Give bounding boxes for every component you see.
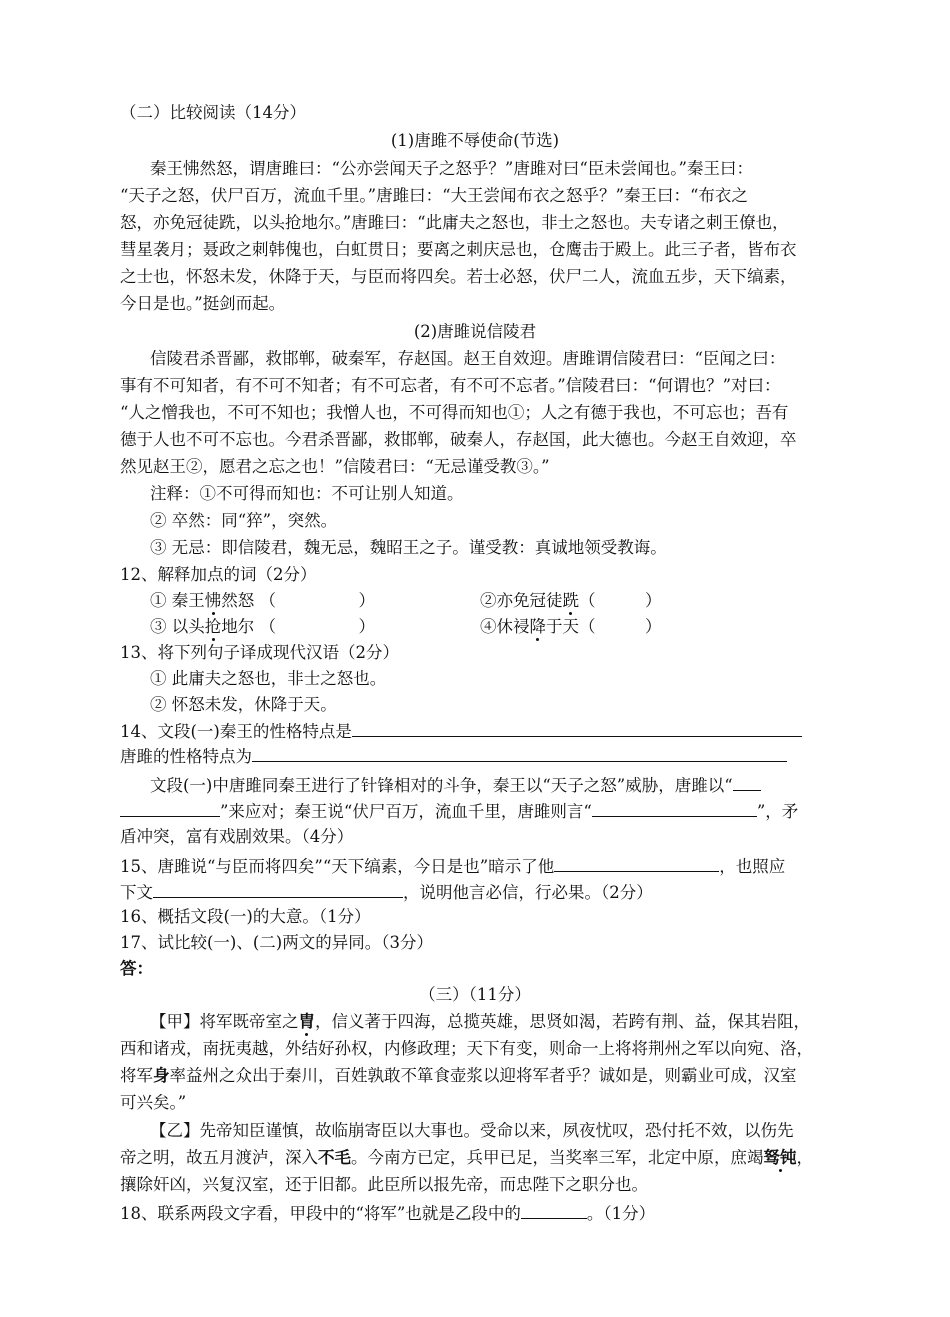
passage2-line: 德于人也不可不忘也。今君杀晋鄙，救邯郸，破秦人，存赵国，此大德也。今赵王自效迎，卒 xyxy=(120,430,797,449)
passage2-line: “人之憎我也，不可不知也；我憎人也，不可得而知也①；人之有德于我也，不可忘也；吾有 xyxy=(120,403,789,422)
question-14-line: 唐雎的性格特点为 xyxy=(120,745,787,767)
bold-word: 不毛 xyxy=(318,1148,351,1167)
answer-underline[interactable] xyxy=(352,720,802,737)
passage-title-1: (1)唐雎不辱使命(节选) xyxy=(390,131,560,150)
dotted-word: 驽钝 xyxy=(763,1148,797,1167)
q13-sentence-2: ② 怀怒未发，休降于天。 xyxy=(150,695,337,714)
note-line: 注释：①不可得而知也：不可让别人知道。 xyxy=(150,484,464,503)
jia-line: 【甲】将军既帝室之胄，信义著于四海，总揽英雄，思贤如渴，若跨有荆、益，保其岩阻， xyxy=(150,1012,810,1031)
yi-line: 【乙】先帝知臣谨慎，故临崩寄臣以大事也。受命以来，夙夜忧叹，恐付托不效，以伤先 xyxy=(150,1121,794,1140)
answer-label: 答： xyxy=(120,959,153,978)
question-15-line: 15、唐雎说“与臣而将四矣”“天下缟素，今日是也”暗示了他 ，也照应 xyxy=(120,857,786,876)
q12-item-2: ②亦免冠徒跣（ ） xyxy=(480,591,662,610)
dotted-char: 跣 xyxy=(562,591,579,610)
passage2-line: 然见赵王②，愿君之忘之也！”信陵君曰：“无忌谨受教③。” xyxy=(120,457,550,476)
question-14-line: 14、文段(一)秦王的性格特点是 xyxy=(120,720,802,742)
dotted-char: 怫 xyxy=(204,591,222,610)
question-14-line: 盾冲突，富有戏剧效果。（4分） xyxy=(120,827,354,846)
answer-underline[interactable] xyxy=(521,1202,587,1219)
answer-underline[interactable] xyxy=(252,745,787,762)
answer-blank[interactable]: （ ） xyxy=(259,591,375,610)
passage1-line: “天子之怒，伏尸百万，流血千里。”唐雎曰：“大王尝闻布衣之怒乎？”秦王曰：“布衣之 xyxy=(120,186,748,205)
note-line: ③ 无忌：即信陵君，魏无忌，魏昭王之子。谨受教：真诚地领受教诲。 xyxy=(150,538,667,557)
answer-blank[interactable]: （ ） xyxy=(259,617,375,636)
q12-item-3: ③ 以头抢地尔 （ ） xyxy=(150,617,375,636)
question-14-line: ”来应对；秦王说“伏尸百万，流血千里，唐雎则言“ ”，矛 xyxy=(120,800,798,822)
dotted-char: 胄 xyxy=(298,1012,315,1031)
jia-line: 可兴矣。” xyxy=(120,1093,187,1112)
question-17: 17、试比较(一)、(二)两文的异同。（3分） xyxy=(120,933,433,952)
q12-item-4: ④休祲降于天（ ） xyxy=(480,617,662,636)
jia-line: 将军身率益州之众出于秦川，百姓孰敢不箪食壶浆以迎将军者乎？诚如是，则霸业可成，汉室 xyxy=(120,1066,797,1085)
answer-underline[interactable] xyxy=(592,800,757,817)
answer-blank[interactable]: （ ） xyxy=(579,617,662,636)
answer-underline[interactable] xyxy=(554,855,719,872)
passage1-line: 今日是也。”挺剑而起。 xyxy=(120,294,286,313)
section-header: （二）比较阅读（14分） xyxy=(120,103,306,122)
answer-underline[interactable] xyxy=(153,881,403,898)
note-line: ② 卒然：同“猝”，突然。 xyxy=(150,511,338,530)
question-18: 18、联系两段文字看，甲段中的“将军”也就是乙段中的 。（1分） xyxy=(120,1204,656,1223)
passage1-line: 彗星袭月；聂政之刺韩傀也，白虹贯日；要离之刺庆忌也，仓鹰击于殿上。此三子者，皆布衣 xyxy=(120,240,797,259)
q13-sentence-1: ① 此庸夫之怒也，非士之怒也。 xyxy=(150,669,387,688)
answer-underline[interactable] xyxy=(120,800,220,817)
jia-line: 西和诸戎，南抚夷越，外结好孙权，内修政理；天下有变，则命一上将将荆州之军以向宛、洛， xyxy=(120,1039,813,1058)
question-15-line: 下文 ，说明他言必信，行必果。（2分） xyxy=(120,883,653,902)
yi-line: 攘除奸凶，兴复汉室，还于旧都。此臣所以报先帝，而忠陛下之职分也。 xyxy=(120,1175,648,1194)
passage2-line: 事有不可知者，有不可不知者；有不可忘者，有不可不忘者。”信陵君曰：“何谓也？”对曰： xyxy=(120,376,781,395)
question-12-stem: 12、解释加点的词（2分） xyxy=(120,565,317,584)
yi-line: 帝之明，故五月渡泸，深入不毛。今南方已定，兵甲已足，当奖率三军，北定中原，庶竭驽钝， xyxy=(120,1148,813,1167)
q12-item-1: ① 秦王怫然怒 （ ） xyxy=(150,591,375,610)
passage1-line: 之士也，怀怒未发，休降于天，与臣而将四矣。若士必怒，伏尸二人，流血五步，天下缟素， xyxy=(120,267,797,286)
dotted-char: 抢 xyxy=(204,617,222,636)
dotted-char: 降 xyxy=(529,617,546,636)
passage-title-2: (2)唐雎说信陵君 xyxy=(413,322,537,341)
bold-char: 身 xyxy=(153,1066,170,1085)
passage2-line: 信陵君杀晋鄙，救邯郸，破秦军，存赵国。赵王自效迎。唐雎谓信陵君曰：“臣闻之曰： xyxy=(150,349,786,368)
answer-blank[interactable]: （ ） xyxy=(579,591,662,610)
passage1-line: 秦王怫然怒，谓唐雎曰：“公亦尝闻天子之怒乎？”唐雎对曰“臣未尝闻也。”秦王曰： xyxy=(150,159,753,178)
question-16: 16、概括文段(一)的大意。（1分） xyxy=(120,907,371,926)
section-header-3: （三）（11分） xyxy=(419,985,531,1004)
passage1-line: 怒，亦免冠徒跣，以头抢地尔。”唐雎曰：“此庸夫之怒也，非士之怒也。夫专诸之刺王僚也， xyxy=(120,213,789,232)
answer-underline[interactable] xyxy=(733,774,761,791)
question-13-stem: 13、将下列句子译成现代汉语（2分） xyxy=(120,643,399,662)
question-14-line: 文段(一)中唐雎同秦王进行了针锋相对的斗争，秦王以“天子之怒”威胁，唐雎以“ xyxy=(150,774,761,796)
